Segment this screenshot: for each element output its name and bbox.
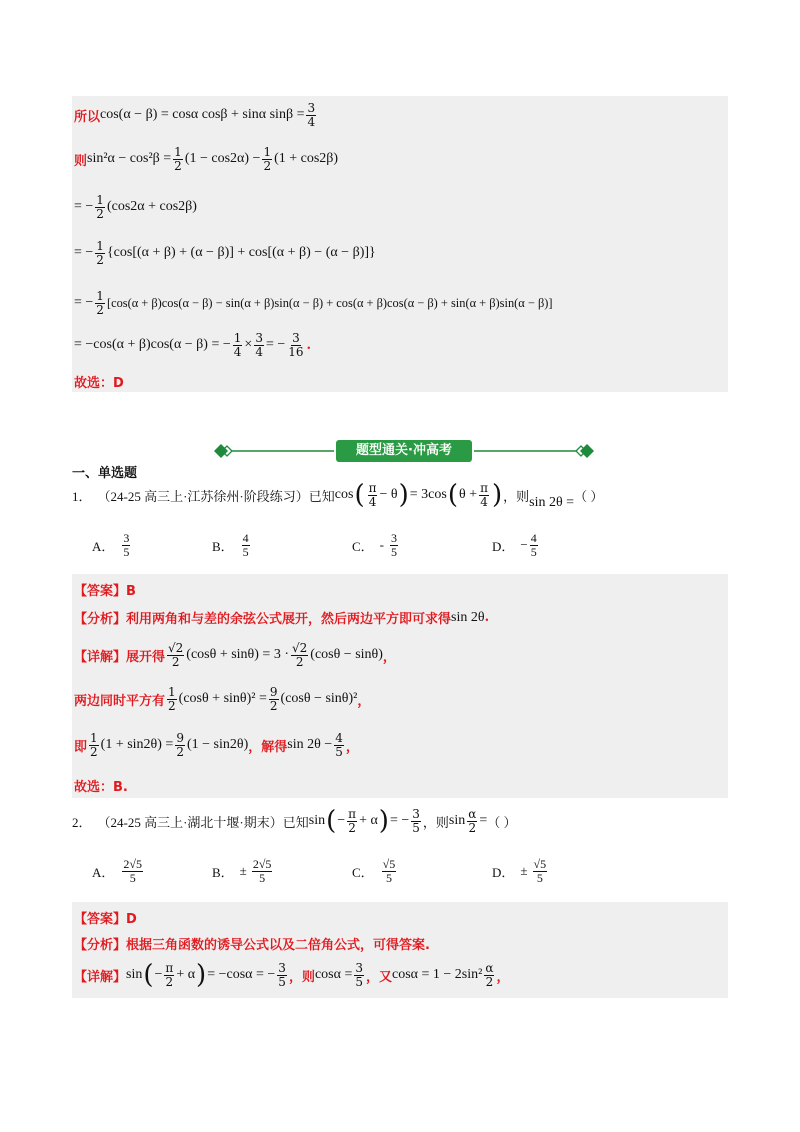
option-sign: ± bbox=[520, 863, 528, 879]
solution-line-5 bbox=[74, 290, 553, 316]
answer-blank: （ ） bbox=[487, 814, 517, 830]
math-expr: × bbox=[244, 337, 253, 353]
option-sign: ± bbox=[239, 863, 247, 879]
fraction: $\frac{3}{5}$ bbox=[412, 807, 420, 835]
fraction: $\frac{√2}{2}$ bbox=[292, 641, 308, 669]
option-fraction: $\frac{3}{5}$ bbox=[123, 531, 130, 559]
solution-block-q2 bbox=[72, 902, 728, 998]
math-expr: cosα = 1 − 2sin² bbox=[392, 967, 483, 983]
section-banner bbox=[212, 440, 596, 462]
option-label: B． bbox=[212, 864, 234, 880]
option-d[interactable] bbox=[492, 858, 549, 884]
fraction: $\frac{\pi}{2}$ bbox=[165, 961, 174, 989]
fraction: $\frac{3}{5}$ bbox=[355, 961, 363, 989]
math-expr: (cosθ − sinθ)² bbox=[280, 691, 358, 707]
fraction: $\frac{\alpha}{2}$ bbox=[468, 807, 477, 835]
solution-line-3 bbox=[74, 194, 197, 220]
fraction: $\frac{3}{16}$ bbox=[288, 331, 304, 359]
comma: ， bbox=[496, 969, 510, 985]
comma: ， bbox=[345, 739, 359, 755]
fraction: $\frac{1}{2}$ bbox=[174, 145, 182, 173]
math-expr: {cos[(α + β) + (α − β)] + cos[(α + β) − (α − β)]} bbox=[106, 245, 376, 261]
option-fraction: $\frac{2√5}{5}$ bbox=[123, 857, 142, 885]
math-expr: + α bbox=[176, 967, 196, 983]
option-fraction: $\frac{√5}{5}$ bbox=[533, 857, 547, 885]
option-label: C． bbox=[352, 864, 374, 880]
fraction: $\frac{9}{2}$ bbox=[176, 731, 184, 759]
option-fraction: $\frac{3}{5}$ bbox=[391, 531, 398, 559]
label-suoyi: 所以 bbox=[74, 109, 101, 125]
fraction: $\frac{3}{4}$ bbox=[255, 331, 263, 359]
answer-text: 【答案】D bbox=[74, 912, 137, 927]
analysis-line bbox=[74, 608, 489, 627]
question-number: 2． bbox=[72, 814, 92, 830]
fraction: $\frac{9}{2}$ bbox=[269, 685, 278, 713]
math-expr: [cos(α + β)cos(α − β) − sin(α + β)sin(α − β) + cos(α + β)cos(α − β) + sin(α + β)sin(α − β)] bbox=[106, 295, 553, 310]
math-expr: (1 + sin2θ) = bbox=[100, 737, 174, 753]
section-heading: 一、单选题 bbox=[72, 466, 138, 481]
detail-text: ，又 bbox=[366, 969, 393, 985]
paren-right: ) bbox=[378, 806, 389, 837]
option-d[interactable] bbox=[492, 532, 540, 558]
math-expr: (cos2α + cos2β) bbox=[106, 199, 197, 215]
option-fraction: $\frac{4}{5}$ bbox=[530, 531, 537, 559]
math-expr: sin 2θ = bbox=[529, 495, 575, 511]
question-number: 1． bbox=[72, 488, 92, 504]
math-expr: sin bbox=[308, 813, 326, 829]
question-text: ，则 bbox=[503, 488, 530, 504]
math-expr: = −cos(α + β)cos(α − β) = − bbox=[74, 337, 231, 353]
math-expr: (1 − cos2α) − bbox=[184, 151, 261, 167]
option-a[interactable] bbox=[92, 532, 132, 558]
math-expr: cos bbox=[334, 487, 354, 503]
option-fraction: $\frac{4}{5}$ bbox=[242, 531, 249, 559]
fraction: $\frac{3}{5}$ bbox=[278, 961, 286, 989]
label-ze: 则 bbox=[74, 153, 88, 169]
answer-text: 【答案】B bbox=[74, 584, 136, 599]
answer-line bbox=[74, 908, 137, 927]
question-source: （24-25 高三上·湖北十堰·期末）已知 bbox=[97, 814, 309, 830]
math-expr: sin²α − cos²β = bbox=[87, 151, 172, 167]
option-label: A． bbox=[92, 864, 115, 880]
option-label: C． bbox=[352, 538, 374, 554]
math-expr: = − bbox=[74, 245, 94, 261]
conclusion-line bbox=[74, 776, 128, 795]
detail-text: ，则 bbox=[288, 969, 315, 985]
math-expr: − bbox=[337, 813, 346, 829]
solution-block-continued bbox=[72, 96, 728, 392]
detail-line-3 bbox=[74, 732, 359, 758]
question-1 bbox=[72, 480, 604, 511]
math-expr: = − bbox=[265, 337, 286, 353]
paren-left: ( bbox=[447, 480, 458, 511]
option-label: A． bbox=[92, 538, 115, 554]
math-expr: = bbox=[479, 813, 488, 829]
math-expr: = − bbox=[74, 199, 94, 215]
solution-line-1 bbox=[74, 102, 318, 128]
answer-text: 故选：D bbox=[74, 376, 124, 391]
option-b[interactable] bbox=[212, 532, 252, 558]
math-expr: sin 2θ bbox=[451, 609, 485, 625]
fraction: $\frac{\pi}{4}$ bbox=[480, 481, 488, 509]
paren-right: ) bbox=[196, 960, 207, 991]
fraction: $\frac{1}{2}$ bbox=[263, 145, 272, 173]
option-sign: - bbox=[379, 537, 385, 553]
math-expr: − θ bbox=[379, 487, 398, 503]
fraction: $\frac{1}{2}$ bbox=[96, 289, 104, 317]
answer-text: 故选：B. bbox=[74, 780, 128, 795]
math-expr: − bbox=[154, 967, 163, 983]
fraction: $\frac{1}{2}$ bbox=[96, 193, 104, 221]
comma: ， bbox=[357, 693, 371, 709]
option-label: D． bbox=[492, 538, 515, 554]
detail-text: 即 bbox=[74, 739, 88, 755]
question-text: ，则 bbox=[422, 814, 449, 830]
answer-blank: （ ） bbox=[574, 488, 604, 504]
fraction: $\frac{3}{4}$ bbox=[307, 101, 316, 129]
option-fraction: $\frac{2√5}{5}$ bbox=[252, 857, 272, 885]
math-expr: (1 − sin2θ) bbox=[186, 737, 249, 753]
option-label: B． bbox=[212, 538, 234, 554]
option-a[interactable] bbox=[92, 858, 145, 884]
math-expr: = − bbox=[74, 295, 94, 311]
math-expr: sin bbox=[448, 813, 466, 829]
paren-left: ( bbox=[326, 806, 337, 837]
math-expr: (cosθ + sinθ) = 3 · bbox=[186, 647, 289, 663]
solution-block-q1 bbox=[72, 574, 728, 798]
detail-text: ，解得 bbox=[248, 739, 288, 755]
paren-right: ) bbox=[398, 480, 409, 511]
option-b[interactable] bbox=[212, 858, 274, 884]
fraction: $\frac{1}{2}$ bbox=[96, 239, 104, 267]
period: . bbox=[484, 610, 490, 625]
option-c[interactable] bbox=[352, 532, 400, 558]
math-expr: sin 2θ − bbox=[287, 737, 333, 753]
math-expr: sin bbox=[126, 967, 143, 983]
solution-line-2 bbox=[74, 146, 338, 172]
fraction: $\frac{1}{4}$ bbox=[233, 331, 242, 359]
solution-answer bbox=[74, 372, 124, 391]
option-label: D． bbox=[492, 864, 515, 880]
analysis-text: 【分析】根据三角函数的诱导公式以及二倍角公式，可得答案. bbox=[74, 938, 430, 953]
question-source: （24-25 高三上·江苏徐州·阶段练习）已知 bbox=[97, 488, 335, 504]
detail-line-1 bbox=[74, 960, 510, 991]
math-expr: (cosθ − sinθ) bbox=[310, 647, 383, 663]
math-expr: θ + bbox=[458, 487, 478, 503]
solution-line-6 bbox=[74, 332, 311, 358]
math-expr: cosα = bbox=[314, 967, 353, 983]
paren-left: ( bbox=[354, 480, 365, 511]
fraction: $\frac{\pi}{2}$ bbox=[348, 807, 357, 835]
paren-right: ) bbox=[491, 480, 503, 511]
math-expr: (cosθ + sinθ)² = bbox=[178, 691, 267, 707]
detail-label: 【详解】 bbox=[74, 969, 127, 985]
math-expr: (1 + cos2β) bbox=[274, 151, 339, 167]
fraction: $\frac{1}{2}$ bbox=[168, 685, 176, 713]
solution-line-4 bbox=[74, 240, 376, 266]
fraction: $\frac{\pi}{4}$ bbox=[368, 481, 377, 509]
math-expr: = 3cos bbox=[409, 487, 447, 503]
detail-text: 两边同时平方有 bbox=[74, 693, 166, 709]
analysis-line bbox=[74, 934, 430, 953]
fraction: $\frac{√2}{2}$ bbox=[168, 641, 184, 669]
question-2 bbox=[72, 806, 517, 837]
period: . bbox=[306, 337, 312, 353]
analysis-text: 【分析】利用两角和与差的余弦公式展开，然后两边平方即可求得 bbox=[74, 612, 452, 627]
math-expr: + α bbox=[359, 813, 378, 829]
fraction: $\frac{4}{5}$ bbox=[335, 731, 343, 759]
detail-label: 【详解】展开得 bbox=[74, 649, 166, 665]
option-c[interactable] bbox=[352, 858, 398, 884]
detail-line-2 bbox=[74, 686, 370, 712]
fraction: $\frac{\alpha}{2}$ bbox=[485, 961, 494, 989]
detail-line-1 bbox=[74, 642, 396, 668]
option-fraction: $\frac{√5}{5}$ bbox=[382, 857, 396, 885]
math-expr: cos(α − β) = cosα cosβ + sinα sinβ = bbox=[100, 107, 305, 123]
answer-line bbox=[74, 580, 136, 599]
math-expr: = − bbox=[389, 813, 410, 829]
comma: ， bbox=[382, 649, 396, 665]
paren-left: ( bbox=[143, 960, 154, 991]
math-expr: = −cosα = − bbox=[207, 967, 276, 983]
banner-title: 题型通关·冲高考 bbox=[356, 443, 452, 458]
option-sign: − bbox=[520, 537, 528, 553]
fraction: $\frac{1}{2}$ bbox=[90, 731, 98, 759]
